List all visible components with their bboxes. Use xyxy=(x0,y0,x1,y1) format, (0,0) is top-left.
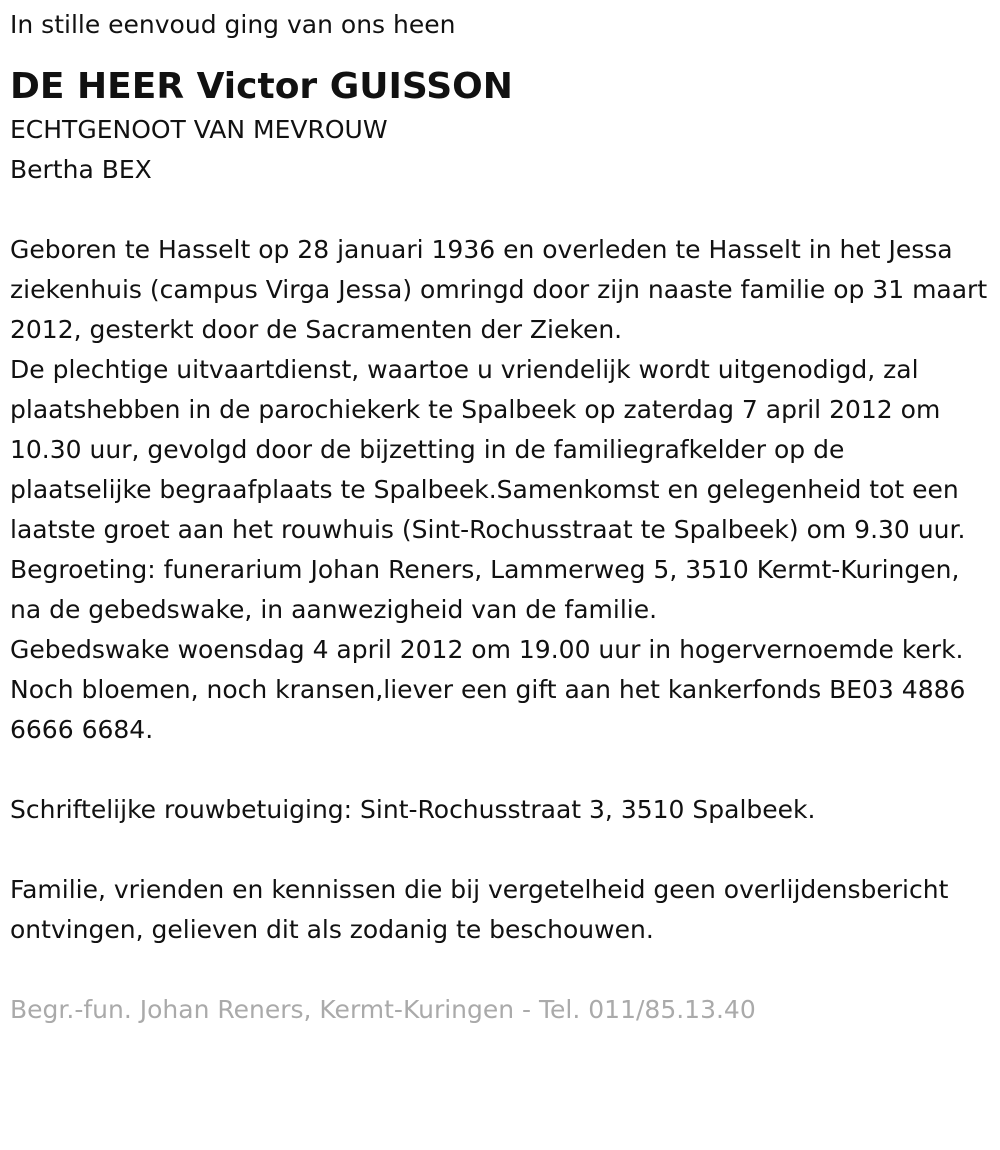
condolence-address: Schriftelijke rouwbetuiging: Sint-Rochusstraat 3, 3510 Spalbeek. xyxy=(10,795,816,824)
spouse-name: Bertha BEX xyxy=(10,155,152,184)
spouse-title: ECHTGENOOT VAN MEVROUW xyxy=(10,115,388,144)
vigil-paragraph: Gebedswake woensdag 4 april 2012 om 19.00 uur in hogervernoemde kerk. xyxy=(10,635,964,664)
funeral-director-footer: Begr.-fun. Johan Reners, Kermt-Kuringen - Tel. 011/85.13.40 xyxy=(10,995,756,1024)
deceased-name: DE HEER Victor GUISSON xyxy=(10,66,513,107)
spacer xyxy=(10,830,990,870)
family-note: Familie, vrienden en kennissen die bij vergetelheid geen overlijdensbericht ontvingen, gelieven dit als zodanig te beschouwen. xyxy=(10,875,949,944)
birth-death-paragraph: Geboren te Hasselt op 28 januari 1936 en overleden te Hasselt in het Jessa ziekenhuis (campus Virga Jessa) omringd door zijn naaste familie op 31 maart 2012, gesterkt door de Sacramenten der Zieken. xyxy=(10,235,988,344)
spacer xyxy=(10,950,990,990)
spacer xyxy=(10,190,990,230)
spacer xyxy=(10,750,990,790)
greeting-paragraph: Begroeting: funerarium Johan Reners, Lammerweg 5, 3510 Kermt-Kuringen, na de gebedswake, in aanwezigheid van de familie. xyxy=(10,555,960,624)
intro-line: In stille eenvoud ging van ons heen xyxy=(10,10,456,39)
funeral-service-paragraph: De plechtige uitvaartdienst, waartoe u vriendelijk wordt uitgenodigd, zal plaatshebben in de parochiekerk te Spalbeek op zaterdag 7 april 2012 om 10.30 uur, gevolgd door de bijzetting in de familiegrafkelder op de plaatselijke begraafplaats te Spalbeek.Samenkomst en gelegenheid tot een laatste groet aan het rouwhuis (Sint-Rochusstraat te Spalbeek) om 9.30 uur. xyxy=(10,355,966,544)
donation-paragraph: Noch bloemen, noch kransen,liever een gift aan het kankerfonds BE03 4886 6666 6684. xyxy=(10,675,966,744)
